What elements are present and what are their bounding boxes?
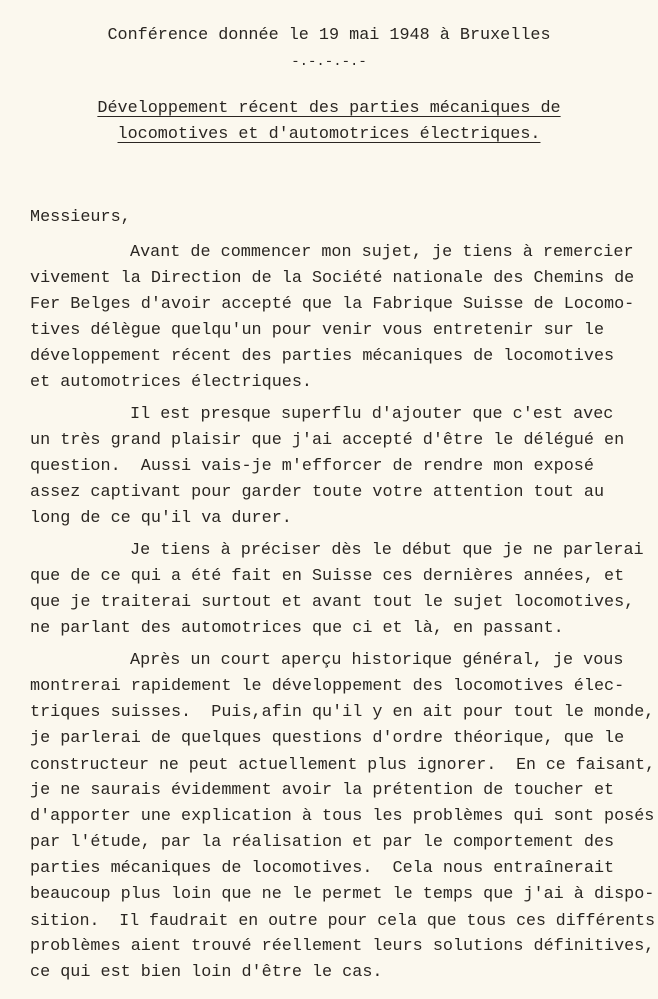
- paragraph-line: d'apporter une explication à tous les problèmes qui sont posés: [30, 807, 655, 826]
- paragraph-line: que je traiterai surtout et avant tout le sujet locomotives,: [30, 593, 635, 612]
- paragraph-line: Après un court aperçu historique général, je vous: [130, 651, 624, 670]
- paragraph-line: tives délègue quelqu'un pour venir vous entretenir sur le: [30, 321, 605, 340]
- separator: -.-.-.-.-: [291, 54, 367, 70]
- paragraph-line: Il est presque superflu d'ajouter que c'est avec: [130, 405, 614, 424]
- paragraph-line: Je tiens à préciser dès le début que je ne parlerai: [130, 541, 644, 560]
- paragraph-line: ne parlant des automotrices que ci et là, en passant.: [30, 619, 564, 638]
- paragraph-line: développement récent des parties mécaniques de locomotives: [30, 347, 615, 366]
- paragraph-line: question. Aussi vais-je m'efforcer de rendre mon exposé: [30, 457, 594, 476]
- paragraph-line: ce qui est bien loin d'être le cas.: [30, 963, 383, 982]
- paragraph-line: constructeur ne peut actuellement plus ignorer. En ce faisant,: [30, 755, 655, 774]
- paragraph-line: je parlerai de quelques questions d'ordre théorique, que le: [30, 729, 625, 748]
- document-title-line-2: locomotives et d'automotrices électriques.: [117, 125, 541, 144]
- paragraph-line: problèmes aient trouvé réellement leurs solutions définitives,: [30, 937, 655, 956]
- paragraph-line: par l'étude, par la réalisation et par le comportement des: [30, 833, 615, 852]
- paragraph-line: sition. Il faudrait en outre pour cela que tous ces différents: [30, 911, 655, 930]
- paragraph-line: et automotrices électriques.: [30, 373, 312, 392]
- paragraph-line: triques suisses. Puis,afin qu'il y en ait pour tout le monde,: [30, 703, 655, 722]
- paragraph-line: assez captivant pour garder toute votre attention tout au: [30, 483, 605, 502]
- paragraph-line: je ne saurais évidemment avoir la prétention de toucher et: [30, 781, 615, 800]
- paragraph-line: montrerai rapidement le développement des locomotives élec-: [30, 677, 625, 696]
- paragraph-line: long de ce qu'il va durer.: [30, 509, 292, 528]
- paragraph-line: Fer Belges d'avoir accepté que la Fabrique Suisse de Locomo-: [30, 295, 635, 314]
- paragraph-line: Avant de commencer mon sujet, je tiens à remercier: [130, 243, 634, 262]
- paragraph-line: beaucoup plus loin que ne le permet le temps que j'ai à dispo-: [30, 885, 655, 904]
- paragraph-line: vivement la Direction de la Société nationale des Chemins de: [30, 269, 635, 288]
- salutation: Messieurs,: [30, 208, 131, 227]
- paragraph-line: un très grand plaisir que j'ai accepté d'être le délégué en: [30, 431, 625, 450]
- paragraph-line: que de ce qui a été fait en Suisse ces dernières années, et: [30, 567, 625, 586]
- document-title-line-1: Développement récent des parties mécaniques de: [97, 99, 561, 118]
- document-header: Conférence donnée le 19 mai 1948 à Bruxelles: [107, 26, 551, 45]
- paragraph-line: parties mécaniques de locomotives. Cela nous entraînerait: [30, 859, 615, 878]
